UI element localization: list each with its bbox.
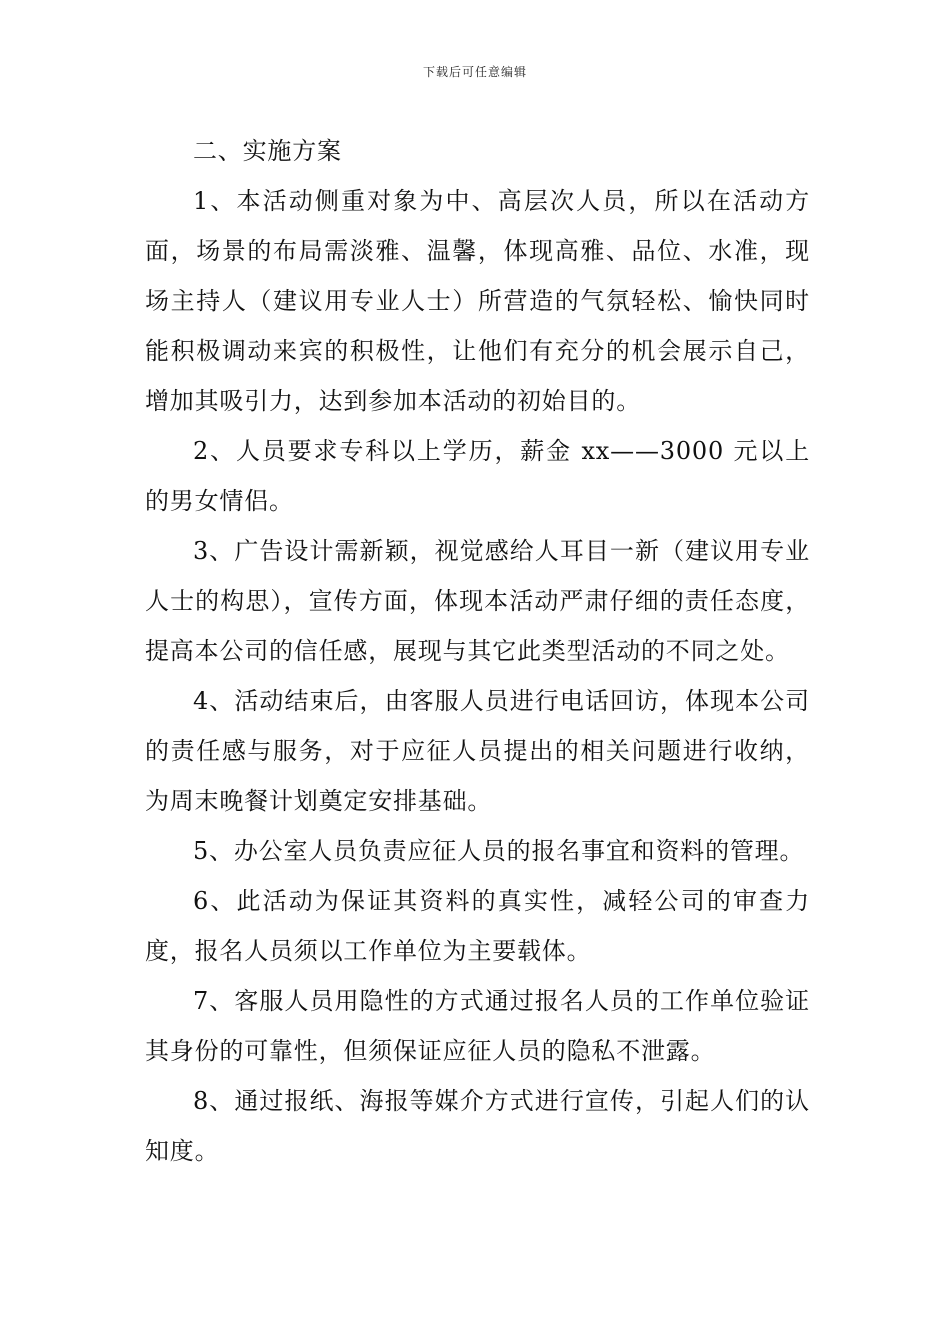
document-body xyxy=(145,126,810,1176)
page-header: 下载后可任意编辑 xyxy=(422,65,527,79)
paragraph-4: 4、活动结束后，由客服人员进行电话回访，体现本公司的责任感与服务，对于应征人员提出的相关问题进行收纳，为周末晚餐计划奠定安排基础。 xyxy=(145,687,810,815)
paragraph-8: 8、通过报纸、海报等媒介方式进行宣传，引起人们的认知度。 xyxy=(145,1087,810,1165)
paragraph-3: 3、广告设计需新颖，视觉感给人耳目一新（建议用专业人士的构思），宣传方面，体现本活动严肃仔细的责任态度，提高本公司的信任感，展现与其它此类型活动的不同之处。 xyxy=(145,537,810,665)
paragraph-6: 6、此活动为保证其资料的真实性，减轻公司的审查力度，报名人员须以工作单位为主要载体。 xyxy=(145,887,810,965)
paragraph-2: 2、人员要求专科以上学历，薪金 xx——3000 元以上的男女情侣。 xyxy=(145,437,810,515)
paragraph-7: 7、客服人员用隐性的方式通过报名人员的工作单位验证其身份的可靠性，但须保证应征人员的隐私不泄露。 xyxy=(145,987,810,1065)
section-heading: 二、实施方案 xyxy=(193,137,342,165)
paragraph-5: 5、办公室人员负责应征人员的报名事宜和资料的管理。 xyxy=(193,837,805,865)
paragraph-1: 1、本活动侧重对象为中、高层次人员，所以在活动方面，场景的布局需淡雅、温馨，体现高雅、品位、水准，现场主持人（建议用专业人士）所营造的气氛轻松、愉快同时能积极调动来宾的积极性，让他们有充分的机会展示自己，增加其吸引力，达到参加本活动的初始目的。 xyxy=(145,187,810,415)
